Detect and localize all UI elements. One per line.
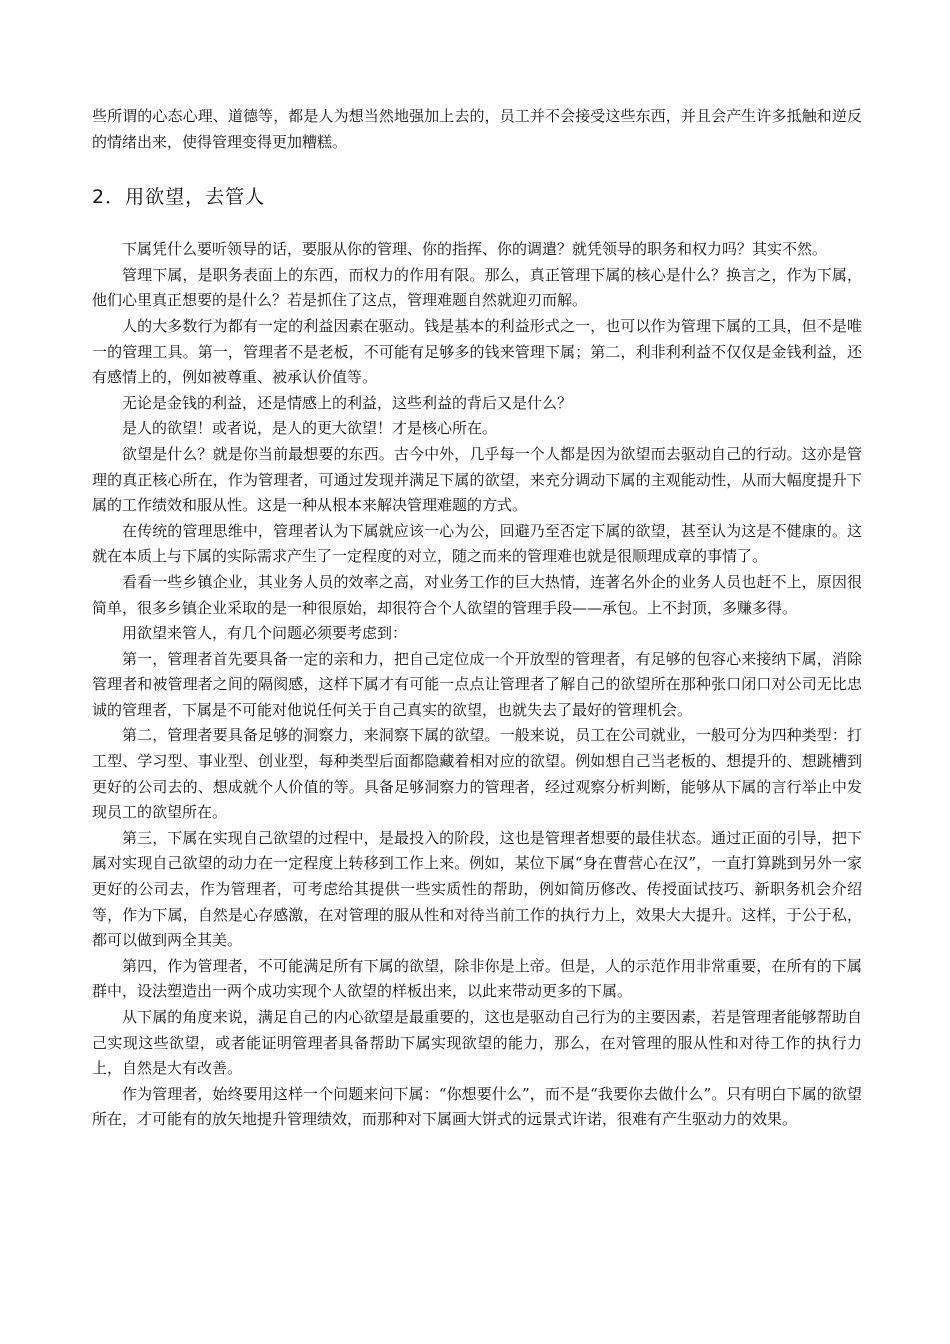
paragraph-8: 看看一些乡镇企业，其业务人员的效率之高，对业务工作的巨大热情，连著名外企的业务人员也赶不上，原因很简单，很多乡镇企业采取的是一种很原始，却很符合个人欲望的管理手段——承包。上不封顶，多赚多得。 — [92, 572, 862, 617]
paragraph-9: 用欲望来管人，有几个问题必须要考虑到： — [122, 624, 408, 643]
paragraph-11: 第二，管理者要具备足够的洞察力，来洞察下属的欲望。一般来说，员工在公司就业，一般可分为四种类型：打工型、学习型、事业型、创业型，每种类型后面都隐藏着相对应的欲望。例如想自己当老板的、想提升的、想跳槽到更好的公司去的、想成就个人价值的等。具备足够洞察力的管理者，经过观察分析判断，能够从下属的言行举止中发现员工的欲望所在。 — [92, 726, 862, 822]
intro-paragraph: 些所谓的心态心理、道德等，都是人为想当然地强加上去的，员工并不会接受这些东西，并且会产生许多抵触和逆反的情绪出来，使得管理变得更加糟糕。 — [92, 107, 862, 151]
paragraph-15: 作为管理者，始终要用这样一个问题来问下属：“你想要什么”，而不是“我要你去做什么”。只有明白下属的欲望所在，才可能有的放矢地提升管理绩效，而那种对下属画大饼式的远景式许诺，很难有产生驱动力的效果。 — [92, 1084, 862, 1129]
paragraph-13: 第四，作为管理者，不可能满足所有下属的欲望，除非你是上帝。但是，人的示范作用非常重要，在所有的下属群中，设法塑造出一两个成功实现个人欲望的样板出来，以此来带动更多的下属。 — [92, 956, 862, 1001]
section-heading: 2．用欲望，去管人 — [92, 186, 266, 209]
paragraph-6: 欲望是什么？就是你当前最想要的东西。古今中外，几乎每一个人都是因为欲望而去驱动自己的行动。这亦是管理的真正核心所在，作为管理者，可通过发现并满足下属的欲望，来充分调动下属的主观能动性，从而大幅度提升下属的工作绩效和服从性。这是一种从根本来解决管理难题的方式。 — [92, 444, 862, 515]
paragraph-12: 第三，下属在实现自己欲望的过程中，是最投入的阶段，这也是管理者想要的最佳状态。通过正面的引导，把下属对实现自己欲望的动力在一定程度上转移到工作上来。例如，某位下属“身在曹营心在汉”，一直打算跳到另外一家更好的公司去，作为管理者，可考虑给其提供一些实质性的帮助，例如简历修改、传授面试技巧、新职务机会介绍等，作为下属，自然是心存感激，在对管理的服从性和对待当前工作的执行力上，效果大大提升。这样，于公于私，都可以做到两全其美。 — [92, 828, 862, 950]
paragraph-7: 在传统的管理思维中，管理者认为下属就应该一心为公，回避乃至否定下属的欲望，甚至认为这是不健康的。这就在本质上与下属的实际需求产生了一定程度的对立，随之而来的管理难也就是很顺理成章的事情了。 — [92, 521, 862, 566]
paragraph-2: 管理下属，是职务表面上的东西，而权力的作用有限。那么，真正管理下属的核心是什么？换言之，作为下属，他们心里真正想要的是什么？若是抓住了这点，管理难题自然就迎刃而解。 — [92, 265, 862, 310]
paragraph-1: 下属凭什么要听领导的话，要服从你的管理、你的指挥、你的调遣？就凭领导的职务和权力吗？其实不然。 — [122, 240, 828, 259]
paragraph-5: 是人的欲望！或者说，是人的更大欲望！才是核心所在。 — [122, 419, 498, 438]
paragraph-4: 无论是金钱的利益，还是情感上的利益，这些利益的背后又是什么？ — [122, 393, 573, 412]
paragraph-14: 从下属的角度来说，满足自己的内心欲望是最重要的，这也是驱动自己行为的主要因素，若是管理者能够帮助自己实现这些欲望，或者能证明管理者具备帮助下属实现欲望的能力，那么，在对管理的服从性和对待工作的执行力上，自然是大有改善。 — [92, 1008, 862, 1078]
paragraph-10: 第一，管理者首先要具备一定的亲和力，把自己定位成一个开放型的管理者，有足够的包容心来接纳下属，消除管理者和被管理者之间的隔阂感，这样下属才有可能一点点让管理者了解自己的欲望所在那种张口闭口对公司无比忠诚的管理者，下属是不可能对他说任何关于自己真实的欲望，也就失去了最好的管理机会。 — [92, 649, 862, 719]
paragraph-3: 人的大多数行为都有一定的利益因素在驱动。钱是基本的利益形式之一，也可以作为管理下属的工具，但不是唯一的管理工具。第一，管理者不是老板，不可能有足够多的钱来管理下属；第二，利非利利益不仅仅是金钱利益，还有感情上的，例如被尊重、被承认价值等。 — [92, 316, 862, 387]
document-page — [92, 104, 862, 1133]
